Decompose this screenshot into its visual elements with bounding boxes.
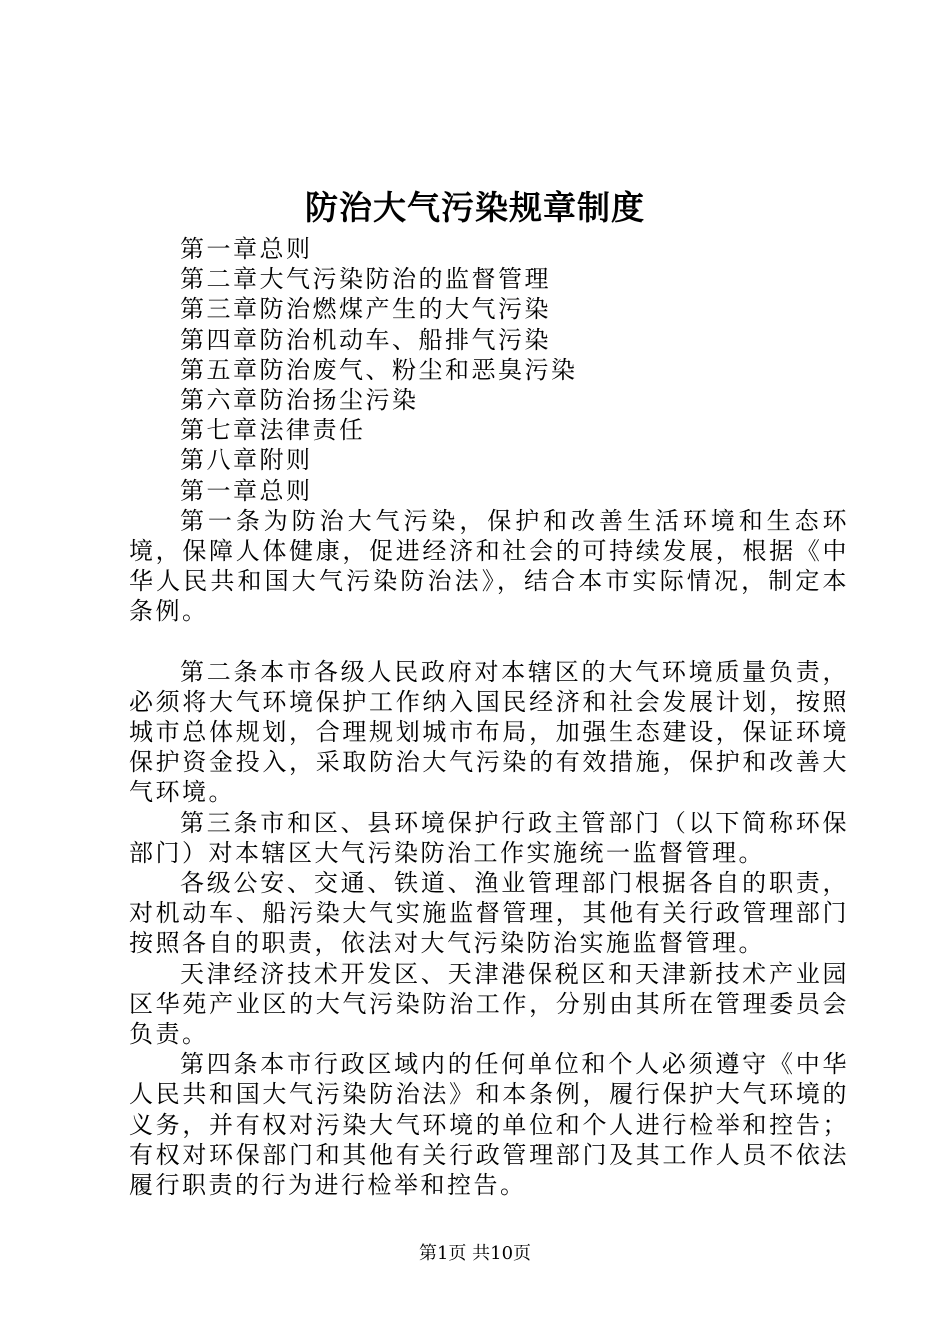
article-paragraph: 各级公安、交通、铁道、渔业管理部门根据各自的职责，对机动车、船污染大气实施监督管理，其他有关行政管理部门按照各自的职责，依法对大气污染防治实施监督管理。 <box>129 869 849 958</box>
article-paragraph: 第三条市和区、县环境保护行政主管部门（以下简称环保部门）对本辖区大气污染防治工作实施统一监督管理。 <box>129 808 849 867</box>
toc-line: 第六章防治扬尘污染 <box>180 386 419 415</box>
article-paragraph: 第一条为防治大气污染，保护和改善生活环境和生态环境，保障人体健康，促进经济和社会的可持续发展，根据《中华人民共和国大气污染防治法》，结合本市实际情况，制定本条例。 <box>129 506 849 626</box>
page-number-footer: 第1页 共10页 <box>418 1243 532 1264</box>
toc-line: 第三章防治燃煤产生的大气污染 <box>180 295 551 324</box>
toc-line: 第八章附则 <box>180 446 313 475</box>
article-paragraph: 天津经济技术开发区、天津港保税区和天津新技术产业园区华苑产业区的大气污染防治工作，分别由其所在管理委员会负责。 <box>129 959 849 1049</box>
chapter-heading: 第一章总则 <box>180 476 313 505</box>
toc-line: 第二章大气污染防治的监督管理 <box>180 265 551 294</box>
article-paragraph: 第二条本市各级人民政府对本辖区的大气环境质量负责，必须将大气环境保护工作纳入国民经济和社会发展计划，按照城市总体规划，合理规划城市布局，加强生态建设，保证环境保护资金投入，采取防治大气污染的有效措施，保护和改善大气环境。 <box>129 657 849 807</box>
document-body <box>129 234 849 1200</box>
article-paragraph: 第四条本市行政区域内的任何单位和个人必须遵守《中华人民共和国大气污染防治法》和本条例，履行保护大气环境的义务，并有权对污染大气环境的单位和个人进行检举和控告；有权对环保部门和其他有关行政管理部门及其工作人员不依法履行职责的行为进行检举和控告。 <box>129 1050 849 1200</box>
toc-line: 第一章总则 <box>180 235 313 263</box>
toc-line: 第七章法律责任 <box>180 416 366 445</box>
toc-line: 第四章防治机动车、船排气污染 <box>180 325 551 354</box>
toc-line: 第五章防治废气、粉尘和恶臭污染 <box>180 355 578 384</box>
document-title: 防治大气污染规章制度 <box>305 188 645 227</box>
